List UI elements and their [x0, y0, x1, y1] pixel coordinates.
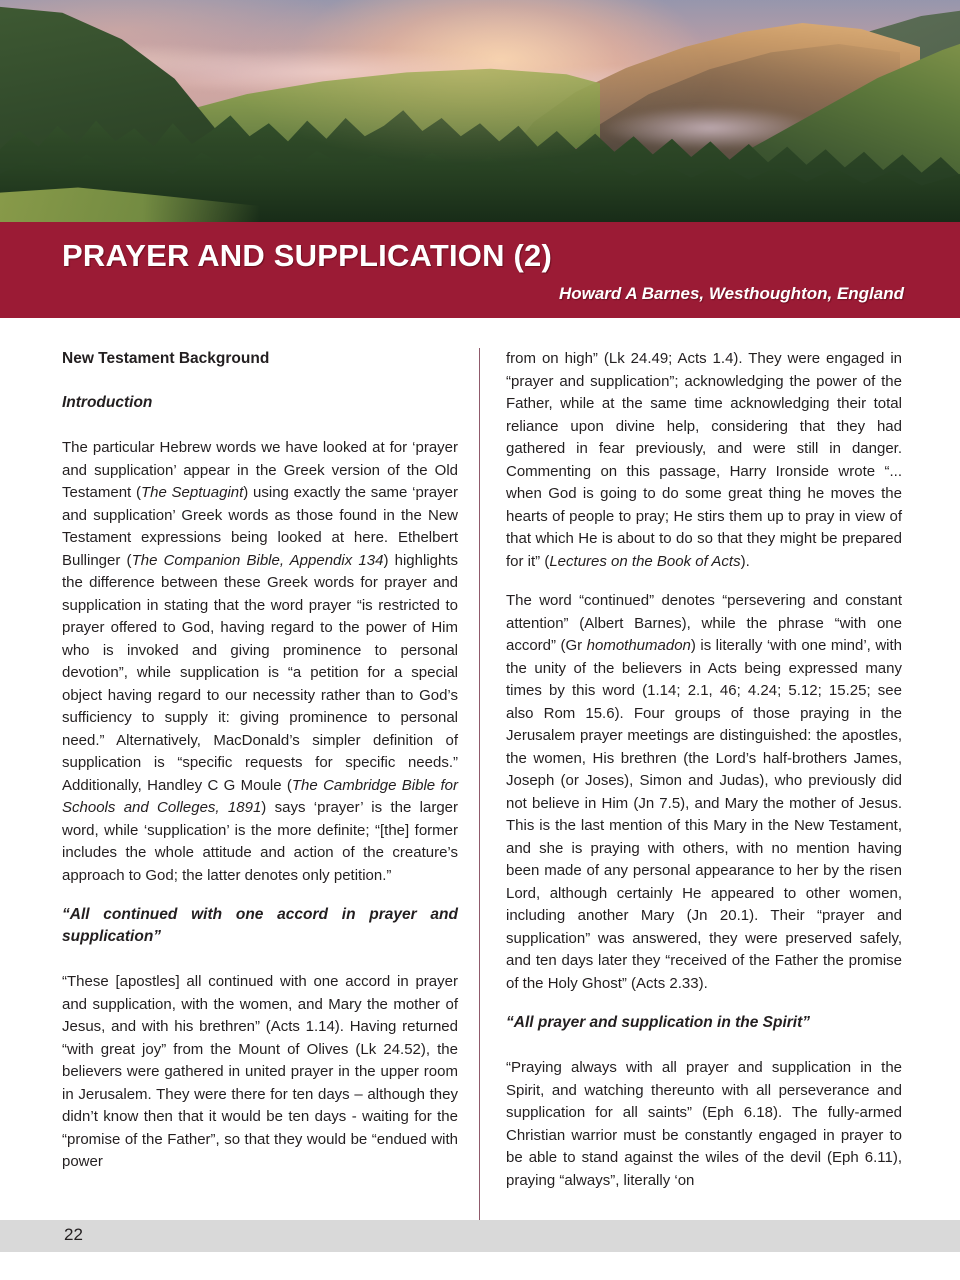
subsection-heading-introduction: Introduction: [62, 393, 153, 411]
subsection-heading-all-continued-with-one-accord: “All continued with one accord in prayer and supplication”: [62, 906, 458, 945]
subsection-heading-all-prayer-and-supplication-in-the-spirit: “All prayer and supplication in the Spirit”: [506, 1014, 811, 1031]
paragraph-engaged-in-prayer-ironside: from on high” (Lk 24.49; Acts 1.4). They were engaged in “prayer and supplication”; acknowledging the power of the Father, while at the same time acknowledging their total reliance upon divine help, considering that they had gathered in fear previously, and were still in danger. Commenting on this passage, Harry Ironside wrote “... when God is going to do some great thing he moves the hearts of people to pray; He stirs them up to pray in view of that which He is about to do so that they might be prepared for it” (Lectures on the Book of Acts).: [506, 350, 902, 570]
article-body: [0, 318, 960, 1220]
page-footer: [0, 1220, 960, 1252]
paragraph-homothumadon-four-groups: The word “continued” denotes “persevering and constant attention” (Albert Barnes), while the phrase “with one accord” (Gr homothumadon) is literally ‘with one mind’, with the unity of the believers in Acts being expressed many times by this word (1.14; 2.1, 46; 4.24; 5.12; 15.25; see also Rom 15.6). Four groups of those praying in the Jerusalem prayer meetings are distinguished: the apostles, the women, His brethren (the Lord’s half-brothers James, Joseph (or Joses), Simon and Judas), who previously did not believe in Him (Jn 7.5), and Mary the mother of Jesus. This is the last mention of this Mary in the New Testament, and she is praying with others, with no mention having been made of any personal appearance to her by the risen Lord, although certainly He appeared to other women, including another Mary (Jn 20.1). Their “prayer and supplication” was answered, they were preserved safely, and ten days later they “received of the Father the promise of the Holy Ghost” (Acts 2.33).: [506, 592, 902, 992]
header-photo: [0, 0, 960, 222]
title-banner: [0, 222, 960, 318]
author-byline: Howard A Barnes, Westhoughton, England: [558, 284, 904, 303]
column-divider: [479, 348, 480, 1227]
page-number: 22: [64, 1225, 83, 1244]
paragraph-septuagint-definitions: The particular Hebrew words we have looked at for ‘prayer and supplication’ appear in the Greek version of the Old Testament (The Septuagint) using exactly the same ‘prayer and supplication’ Greek words as those found in the New Testament expressions being looked at here. Ethelbert Bullinger (The Companion Bible, Appendix 134) highlights the difference between these Greek words for prayer and supplication in stating that the word prayer “is restricted to prayer offered to God, having regard to the power of Him who is invoked and giving prominence to personal devotion”, while supplication is “a petition for a special object having regard to our necessity rather than to God’s sufficiency to supply it: giving prominence to personal need.” Alternatively, MacDonald’s simpler definition of supplication is “specific requests for specific needs.” Additionally, Handley C G Moule (The Cambridge Bible for Schools and Colleges, 1891) says ‘prayer’ is the larger word, while ‘supplication’ is the more definite; “[the] former includes the whole attitude and action of the creature’s approach to God; the latter denotes only petition.”: [62, 439, 458, 884]
paragraph-ephesians-armour: “Praying always with all prayer and supplication in the Spirit, and watching thereunto with all perseverance and supplication for all saints” (Eph 6.18). The fully-armed Christian warrior must be constantly engaged in prayer to be able to stand against the wiles of the devil (Eph 6.11), praying “always”, literally ‘on: [506, 1059, 902, 1189]
left-column: [62, 348, 458, 1191]
section-heading-new-testament-background: New Testament Background: [62, 350, 270, 367]
paragraph-acts-upper-room: “These [apostles] all continued with one accord in prayer and supplication, with the women, and Mary the mother of Jesus, and with his brethren” (Acts 1.14). Having returned “with great joy” from the Mount of Olives (Lk 24.52), the believers were gathered in united prayer in the upper room in Jerusalem. They were there for ten days – although they didn’t know then that it would be ten days - waiting for the “promise of the Father”, so that they would be “endued with power: [62, 973, 458, 1170]
article-title: PRAYER AND SUPPLICATION (2): [62, 238, 552, 273]
right-column: [506, 348, 902, 1209]
